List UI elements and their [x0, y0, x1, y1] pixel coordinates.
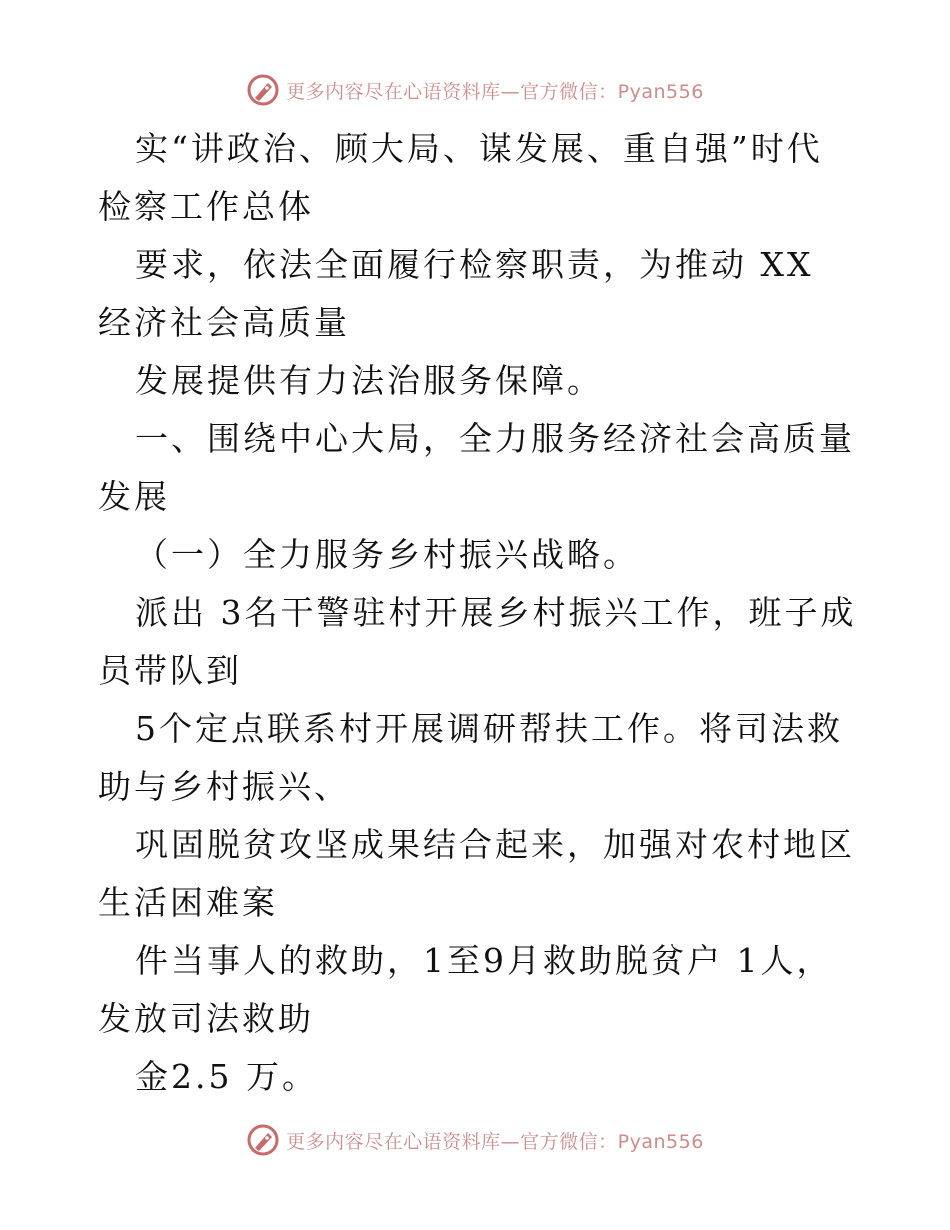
pen-nib-logo-icon [246, 73, 280, 107]
watermark-text: 更多内容尽在心语资料库—官方微信：Pyan556 [286, 80, 704, 103]
paragraph: 件当事人的救助，1至9月救助脱贫户 1人，发放司法救助 [98, 941, 833, 1038]
paragraph: 实“讲政治、顾大局、谋发展、重自强”时代检察工作总体 [98, 129, 823, 226]
document-body [98, 120, 858, 1106]
paragraph: 派出 3名干警驻村开展乡村振兴工作，班子成员带队到 [98, 593, 857, 690]
section-heading: 一、围绕中心大局，全力服务经济社会高质量发展 [98, 419, 855, 516]
pen-nib-logo-icon [246, 1123, 280, 1157]
watermark-text: 更多内容尽在心语资料库—官方微信：Pyan556 [286, 1130, 704, 1153]
paragraph: 发展提供有力法治服务保障。 [135, 361, 603, 400]
watermark-header [0, 70, 950, 110]
paragraph: 金2.5 万。 [135, 1057, 318, 1096]
paragraph: 巩固脱贫攻坚成果结合起来，加强对农村地区生活困难案 [98, 825, 855, 922]
paragraph: 要求，依法全面履行检察职责，为推动 XX 经济社会高质量 [98, 245, 814, 342]
subsection-heading: （一）全力服务乡村振兴战略。 [135, 535, 639, 574]
paragraph: 5个定点联系村开展调研帮扶工作。将司法救助与乡村振兴、 [98, 709, 843, 806]
watermark-footer [0, 1120, 950, 1160]
